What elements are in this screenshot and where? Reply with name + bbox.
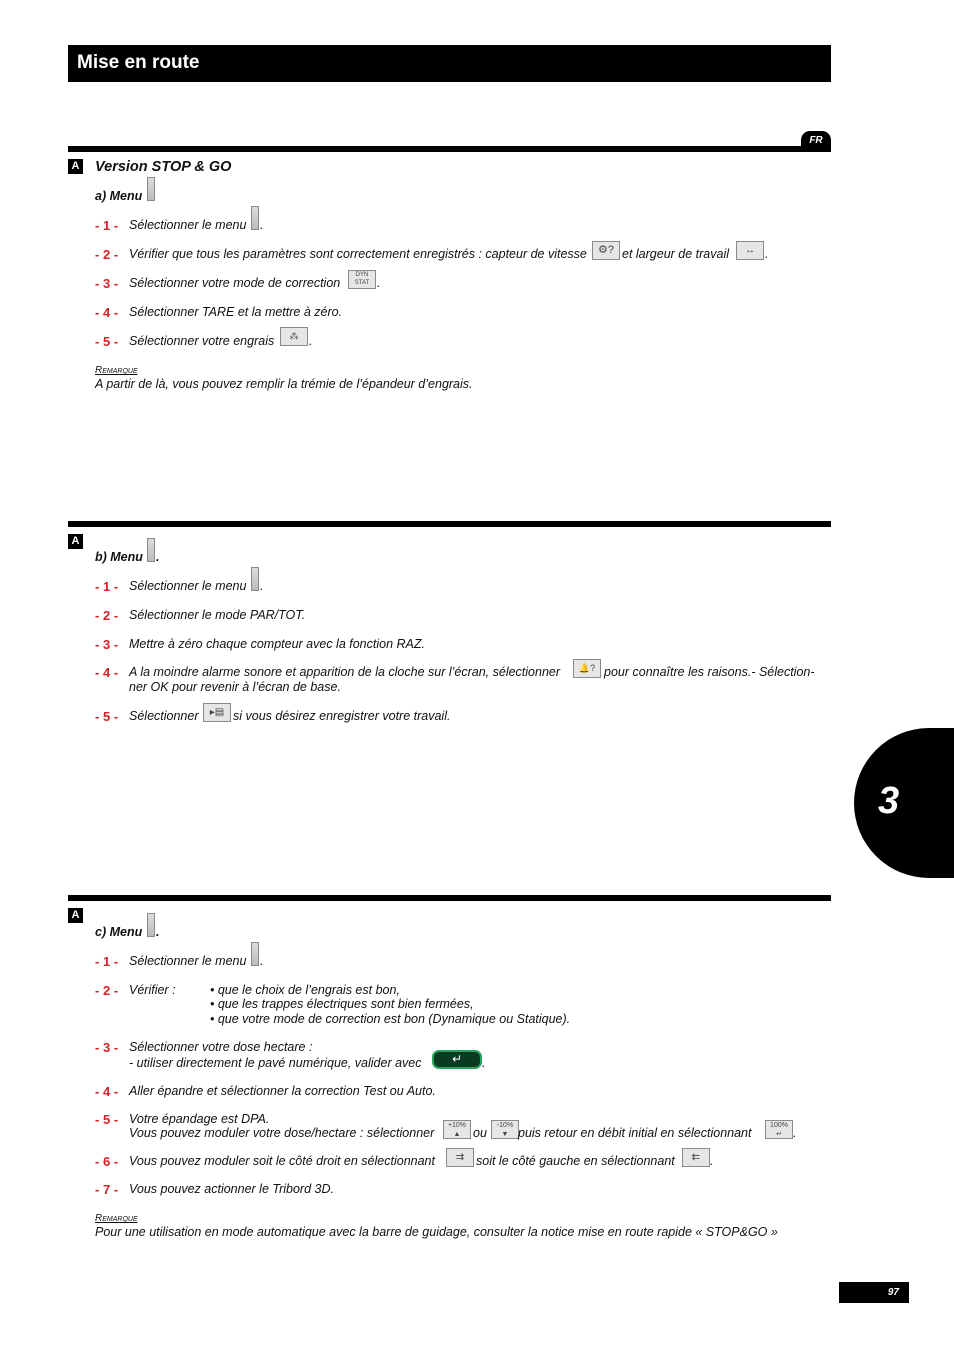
menu-icon <box>251 942 259 966</box>
step-text: Sélectionner votre engrais <box>129 334 275 348</box>
step-number: - 1 - <box>95 954 119 969</box>
step-text: Sélectionner le menu <box>129 579 247 593</box>
step-text: Sélectionner votre dose hectare : <box>129 1040 313 1054</box>
icon-label-hundred: 100% <box>770 1122 788 1129</box>
step-text: Vérifier : <box>129 983 176 997</box>
step-text: ner OK pour revenir à l’écran de base. <box>129 680 341 694</box>
language-tab: FR <box>801 131 831 150</box>
punctuation: . <box>710 1154 714 1168</box>
speed-sensor-icon: ⚙? <box>592 241 620 260</box>
step-text: Votre épandage est DPA. <box>129 1112 270 1126</box>
check-bullet: • que votre mode de correction est bon (Dynamique ou Statique). <box>210 1012 571 1026</box>
step-number: - 3 - <box>95 276 119 291</box>
step-text: pour connaître les raisons.- Sélection- <box>604 665 815 679</box>
page-number: 97 <box>839 1282 909 1303</box>
chapter-number: 3 <box>878 780 900 822</box>
step-number: - 1 - <box>95 579 119 594</box>
step-number: - 7 - <box>95 1182 119 1197</box>
menu-icon <box>251 567 259 591</box>
increase-dose-icon: +10% ▲ <box>443 1120 471 1139</box>
step-number: - 4 - <box>95 305 119 320</box>
step-text: Aller épandre et sélectionner la correction Test ou Auto. <box>129 1084 436 1098</box>
step-text: Sélectionner votre mode de correction <box>129 276 341 290</box>
step-text: Sélectionner TARE et la mettre à zéro. <box>129 305 343 319</box>
punctuation: . <box>793 1126 797 1140</box>
section-badge: A <box>68 534 83 549</box>
step-number: - 4 - <box>95 1084 119 1099</box>
step-number: - 3 - <box>95 637 119 652</box>
step-text: et largeur de travail <box>622 247 730 261</box>
menu-icon <box>251 206 259 230</box>
save-record-icon: ▸▤ <box>203 703 231 722</box>
icon-label-minus10: -10% <box>496 1122 514 1129</box>
check-bullet: • que le choix de l’engrais est bon, <box>210 983 400 997</box>
enter-key-icon: ↵ <box>432 1050 482 1069</box>
section-rule <box>68 895 831 901</box>
step-number: - 4 - <box>95 665 119 680</box>
remark-text: A partir de là, vous pouvez remplir la trémie de l’épandeur d’engrais. <box>95 377 473 391</box>
step-text: - utiliser directement le pavé numérique, valider avec <box>129 1056 422 1070</box>
step-number: - 6 - <box>95 1154 119 1169</box>
chapter-tab <box>854 728 954 878</box>
step-text: Vérifier que tous les paramètres sont correctement enregistrés : capteur de vitesse <box>129 247 587 261</box>
icon-label-plus10: +10% <box>447 1122 467 1129</box>
step-text: si vous désirez enregistrer votre travail. <box>233 709 451 723</box>
alarm-bell-icon: 🔔? <box>573 659 601 678</box>
step-number: - 5 - <box>95 1112 119 1127</box>
section-rule <box>68 521 831 527</box>
step-number: - 1 - <box>95 218 119 233</box>
step-text: Mettre à zéro chaque compteur avec la fonction RAZ. <box>129 637 425 651</box>
right-side-icon: ⇉ <box>446 1148 474 1167</box>
submenu-heading: a) Menu <box>95 189 143 203</box>
remark-title: Remarque <box>95 1213 138 1224</box>
remark-text: Pour une utilisation en mode automatique avec la barre de guidage, consulter la notice mise en route rapide « STOP&GO » <box>95 1225 778 1239</box>
submenu-heading: b) Menu <box>95 550 143 564</box>
section-badge: A <box>68 908 83 923</box>
menu-icon <box>147 538 155 562</box>
icon-label-stat: STAT <box>354 280 370 286</box>
step-text: Sélectionner <box>129 709 199 723</box>
step-text: Vous pouvez moduler votre dose/hectare : sélectionner <box>129 1126 435 1140</box>
punctuation: . <box>377 276 381 290</box>
menu-icon <box>147 177 155 201</box>
step-number: - 5 - <box>95 334 119 349</box>
punctuation: . <box>260 579 264 593</box>
step-text: ou <box>473 1126 487 1140</box>
step-number: - 2 - <box>95 608 119 623</box>
working-width-icon: ↔ <box>736 241 764 260</box>
punctuation: . <box>309 334 313 348</box>
submenu-heading: c) Menu <box>95 925 143 939</box>
punctuation: . <box>765 247 769 261</box>
section-badge: A <box>68 159 83 174</box>
punctuation: . <box>156 925 160 939</box>
page-title: Mise en route <box>77 52 200 73</box>
step-text: Sélectionner le mode PAR/TOT. <box>129 608 306 622</box>
header-bar <box>68 45 831 82</box>
step-text: puis retour en débit initial en sélectionnant <box>518 1126 752 1140</box>
section-title: Version STOP & GO <box>95 159 232 175</box>
step-number: - 3 - <box>95 1040 119 1055</box>
step-text: A la moindre alarme sonore et apparition de la cloche sur l’écran, sélectionner <box>129 665 561 679</box>
section-rule <box>68 146 831 152</box>
step-text: Sélectionner le menu <box>129 954 247 968</box>
step-text: Vous pouvez moduler soit le côté droit en sélectionnant <box>129 1154 435 1168</box>
step-text: Vous pouvez actionner le Tribord 3D. <box>129 1182 334 1196</box>
reset-dose-icon: 100% ↵ <box>765 1120 793 1139</box>
step-number: - 2 - <box>95 247 119 262</box>
punctuation: . <box>260 954 264 968</box>
step-number: - 5 - <box>95 709 119 724</box>
icon-label-dyn: DYN <box>355 272 369 278</box>
correction-mode-icon <box>348 270 376 289</box>
step-text: soit le côté gauche en sélectionnant <box>476 1154 675 1168</box>
menu-icon <box>147 913 155 937</box>
remark-title: Remarque <box>95 365 138 376</box>
left-side-icon: ⇇ <box>682 1148 710 1167</box>
punctuation: . <box>482 1056 486 1070</box>
fertilizer-icon: ⁂ <box>280 327 308 346</box>
step-text: Sélectionner le menu <box>129 218 247 232</box>
punctuation: . <box>156 550 160 564</box>
step-number: - 2 - <box>95 983 119 998</box>
decrease-dose-icon: -10% ▼ <box>491 1120 519 1139</box>
check-bullet: • que les trappes électriques sont bien fermées, <box>210 997 474 1011</box>
punctuation: . <box>260 218 264 232</box>
